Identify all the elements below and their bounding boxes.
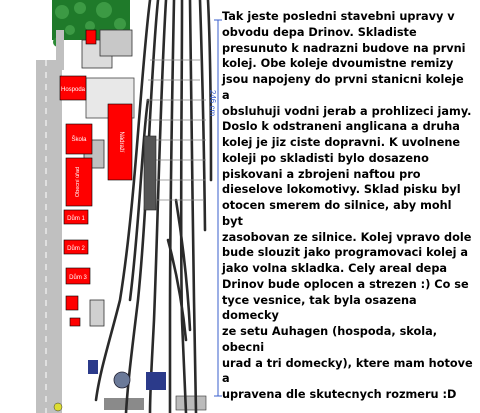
building-dum1 — [64, 210, 88, 224]
building-nadrazi — [108, 104, 132, 180]
depot-shed — [144, 136, 156, 210]
svg-text:Dům 1: Dům 1 — [67, 216, 85, 222]
svg-text:Dům 2: Dům 2 — [67, 246, 85, 252]
svg-text:Škola: Škola — [71, 137, 87, 143]
svg-text:Obecní úřad: Obecní úřad — [75, 166, 81, 198]
building-obecni-urad — [66, 158, 92, 206]
water-tank — [114, 372, 130, 388]
building-skola — [66, 124, 92, 154]
svg-text:246 cm: 246 cm — [208, 89, 217, 117]
building-hospoda — [60, 76, 86, 100]
layout-plan — [0, 0, 232, 413]
svg-text:Dům 3: Dům 3 — [69, 275, 87, 281]
building-dum2 — [64, 240, 88, 254]
svg-text:Nádraží: Nádraží — [118, 131, 124, 153]
building-dum3 — [66, 268, 90, 284]
description-text: Tak jeste posledni stavebni upravy v obvodu depa Drinov. Skladiste presunuto k nadrazni budove na prvni kolej. Obe koleje dvoumistne remizy jsou napojeny do prvni stanicni koleje a obsluhuji vodni jerab a prohlizeci jamy. Doslo k odstraneni anglicana a druha kolej je jiz ciste dopravni. K uvolnene koleji po skladisti bylo dosazeno piskovani a zbrojeni naftou pro dieselove lokomotivy. Sklad pisku byl otocen smerem do silnice, aby mohl byt zasobovan ze silnice. Kolej vpravo dole bude slouzit jako programovaci kolej a jako volna skladka. Cely areal depa Drinov bude oplocen a strezen :) Co se tyce vesnice, tak byla osazena domecky ze setu Auhagen (hospoda, skola, obecni urad a tri domecky), ktere mam hotove a upravena dle skutecnych rozmeru :D — [222, 10, 473, 401]
svg-text:Hospoda: Hospoda — [60, 87, 86, 93]
